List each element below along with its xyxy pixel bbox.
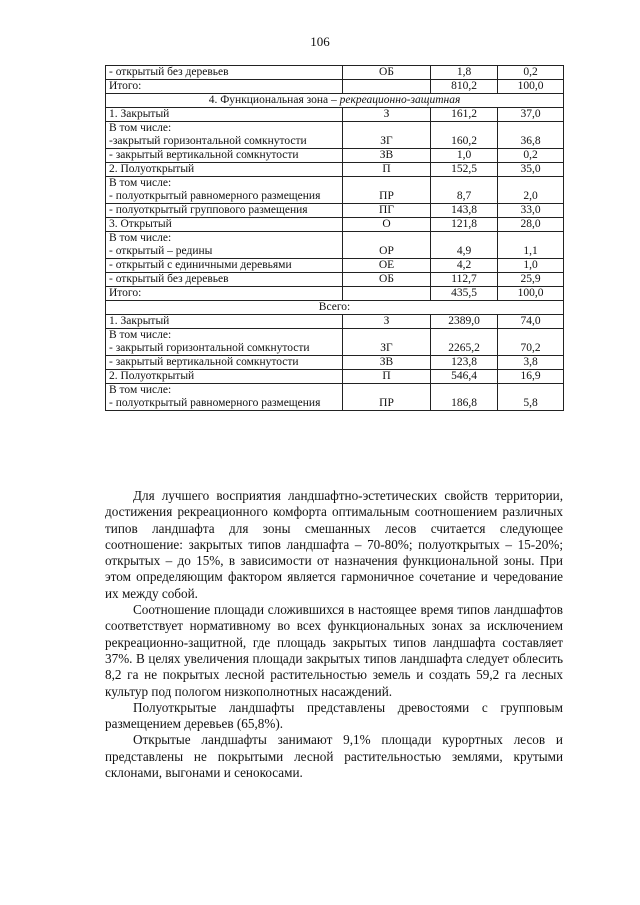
paragraph: Для лучшего восприятия ландшафтно-эстетических свойств территории, достижения рекреационного комфорта оптимальным соотношением различных типов ландшафта для зоны смешанных лесов считается следующее соотношение: закрытых типов ландшафта – 70-80%; полуоткрытых – 15-20%; открытых – до 15%, в зависимости от назначения функциональной зоны. При этом определяющим фактором является гармоничное сочетание и чередование их между собой. bbox=[105, 488, 563, 601]
code-cell: ОР bbox=[343, 232, 431, 259]
section-header: Всего: bbox=[106, 301, 564, 315]
area-cell: 810,2 bbox=[431, 80, 498, 94]
table-row bbox=[106, 163, 564, 177]
code-cell: ОБ bbox=[343, 273, 431, 287]
table-row bbox=[106, 273, 564, 287]
code-cell: ПГ bbox=[343, 204, 431, 218]
code-cell: П bbox=[343, 370, 431, 384]
section-title: 4. Функциональная зона – bbox=[208, 94, 340, 106]
percent-cell: 3,8 bbox=[498, 356, 564, 370]
percent-cell: 33,0 bbox=[498, 204, 564, 218]
percent-cell: 1,0 bbox=[498, 259, 564, 273]
area-cell: 8,7 bbox=[431, 177, 498, 204]
area-cell: 4,2 bbox=[431, 259, 498, 273]
table-row bbox=[106, 287, 564, 301]
landscape-type-cell: В том числе: - открытый – редины bbox=[106, 232, 343, 259]
landscape-types-table bbox=[105, 65, 564, 411]
table-row bbox=[106, 149, 564, 163]
landscape-type-cell: - закрытый вертикальной сомкнутости bbox=[106, 149, 343, 163]
table-row bbox=[106, 177, 564, 204]
code-cell: З bbox=[343, 108, 431, 122]
landscape-type-cell: В том числе: -закрытый горизонтальной сомкнутости bbox=[106, 122, 343, 149]
landscape-type-cell: - открытый с единичными деревьями bbox=[106, 259, 343, 273]
body-text bbox=[105, 488, 563, 781]
percent-cell: 70,2 bbox=[498, 329, 564, 356]
table-row bbox=[106, 204, 564, 218]
area-cell: 152,5 bbox=[431, 163, 498, 177]
code-cell bbox=[343, 80, 431, 94]
landscape-type-cell: В том числе: - полуоткрытый равномерного размещения bbox=[106, 384, 343, 411]
area-cell: 546,4 bbox=[431, 370, 498, 384]
landscape-type-cell: Итого: bbox=[106, 80, 343, 94]
code-cell: З bbox=[343, 315, 431, 329]
table-row bbox=[106, 108, 564, 122]
percent-cell: 2,0 bbox=[498, 177, 564, 204]
percent-cell: 0,2 bbox=[498, 66, 564, 80]
area-cell: 161,2 bbox=[431, 108, 498, 122]
code-cell: ОЕ bbox=[343, 259, 431, 273]
table-row bbox=[106, 329, 564, 356]
paragraph: Полуоткрытые ландшафты представлены древостоями с групповым размещением деревьев (65,8%). bbox=[105, 699, 563, 732]
landscape-type-cell: - открытый без деревьев bbox=[106, 66, 343, 80]
percent-cell: 28,0 bbox=[498, 218, 564, 232]
table-row bbox=[106, 122, 564, 149]
percent-cell: 74,0 bbox=[498, 315, 564, 329]
landscape-type-cell: Итого: bbox=[106, 287, 343, 301]
landscape-type-cell: 2. Полуоткрытый bbox=[106, 370, 343, 384]
section-header bbox=[106, 94, 564, 108]
table-row bbox=[106, 218, 564, 232]
percent-cell: 1,1 bbox=[498, 232, 564, 259]
table-row bbox=[106, 356, 564, 370]
landscape-type-cell: - открытый без деревьев bbox=[106, 273, 343, 287]
percent-cell: 35,0 bbox=[498, 163, 564, 177]
section-row bbox=[106, 94, 564, 108]
landscape-type-cell: 3. Открытый bbox=[106, 218, 343, 232]
landscape-type-cell: 1. Закрытый bbox=[106, 315, 343, 329]
table-row bbox=[106, 66, 564, 80]
code-cell: ПР bbox=[343, 384, 431, 411]
area-cell: 2389,0 bbox=[431, 315, 498, 329]
page-number: 106 bbox=[310, 34, 330, 49]
area-cell: 2265,2 bbox=[431, 329, 498, 356]
area-cell: 435,5 bbox=[431, 287, 498, 301]
table-row bbox=[106, 384, 564, 411]
table-row bbox=[106, 259, 564, 273]
table-row bbox=[106, 232, 564, 259]
landscape-type-cell: 2. Полуоткрытый bbox=[106, 163, 343, 177]
table-row bbox=[106, 315, 564, 329]
percent-cell: 16,9 bbox=[498, 370, 564, 384]
area-cell: 112,7 bbox=[431, 273, 498, 287]
area-cell: 143,8 bbox=[431, 204, 498, 218]
table-row bbox=[106, 370, 564, 384]
code-cell: ПР bbox=[343, 177, 431, 204]
table-row bbox=[106, 80, 564, 94]
landscape-type-cell: В том числе: - закрытый горизонтальной сомкнутости bbox=[106, 329, 343, 356]
code-cell: ЗГ bbox=[343, 122, 431, 149]
paragraph: Открытые ландшафты занимают 9,1% площади курортных лесов и представлены не покрытыми лесной растительностью землями, крутыми склонами, выгонами и сенокосами. bbox=[105, 732, 563, 781]
percent-cell: 36,8 bbox=[498, 122, 564, 149]
code-cell: ЗВ bbox=[343, 356, 431, 370]
code-cell: ЗГ bbox=[343, 329, 431, 356]
section-row bbox=[106, 301, 564, 315]
percent-cell: 0,2 bbox=[498, 149, 564, 163]
area-cell: 186,8 bbox=[431, 384, 498, 411]
code-cell bbox=[343, 287, 431, 301]
code-cell: ЗВ bbox=[343, 149, 431, 163]
area-cell: 123,8 bbox=[431, 356, 498, 370]
area-cell: 121,8 bbox=[431, 218, 498, 232]
percent-cell: 100,0 bbox=[498, 287, 564, 301]
landscape-type-cell: 1. Закрытый bbox=[106, 108, 343, 122]
code-cell: ОБ bbox=[343, 66, 431, 80]
section-zone-name: рекреационно-защитная bbox=[339, 94, 461, 106]
paragraph: Соотношение площади сложившихся в настоящее время типов ландшафтов соответствует нормативному во всех функциональных зонах за исключением рекреационно-защитной, где площадь закрытых типов ландшафта составляет 37%. В целях увеличения площади закрытых типов ландшафта следует облесить 8,2 га не покрытых лесной растительностью земель и создать 59,2 га лесных культур под пологом низкополнотных насаждений. bbox=[105, 602, 563, 699]
area-cell: 4,9 bbox=[431, 232, 498, 259]
percent-cell: 37,0 bbox=[498, 108, 564, 122]
area-cell: 1,8 bbox=[431, 66, 498, 80]
landscape-type-cell: - полуоткрытый группового размещения bbox=[106, 204, 343, 218]
percent-cell: 100,0 bbox=[498, 80, 564, 94]
code-cell: П bbox=[343, 163, 431, 177]
landscape-type-cell: - закрытый вертикальной сомкнутости bbox=[106, 356, 343, 370]
landscape-type-cell: В том числе: - полуоткрытый равномерного размещения bbox=[106, 177, 343, 204]
area-cell: 160,2 bbox=[431, 122, 498, 149]
code-cell: О bbox=[343, 218, 431, 232]
area-cell: 1,0 bbox=[431, 149, 498, 163]
percent-cell: 25,9 bbox=[498, 273, 564, 287]
percent-cell: 5,8 bbox=[498, 384, 564, 411]
